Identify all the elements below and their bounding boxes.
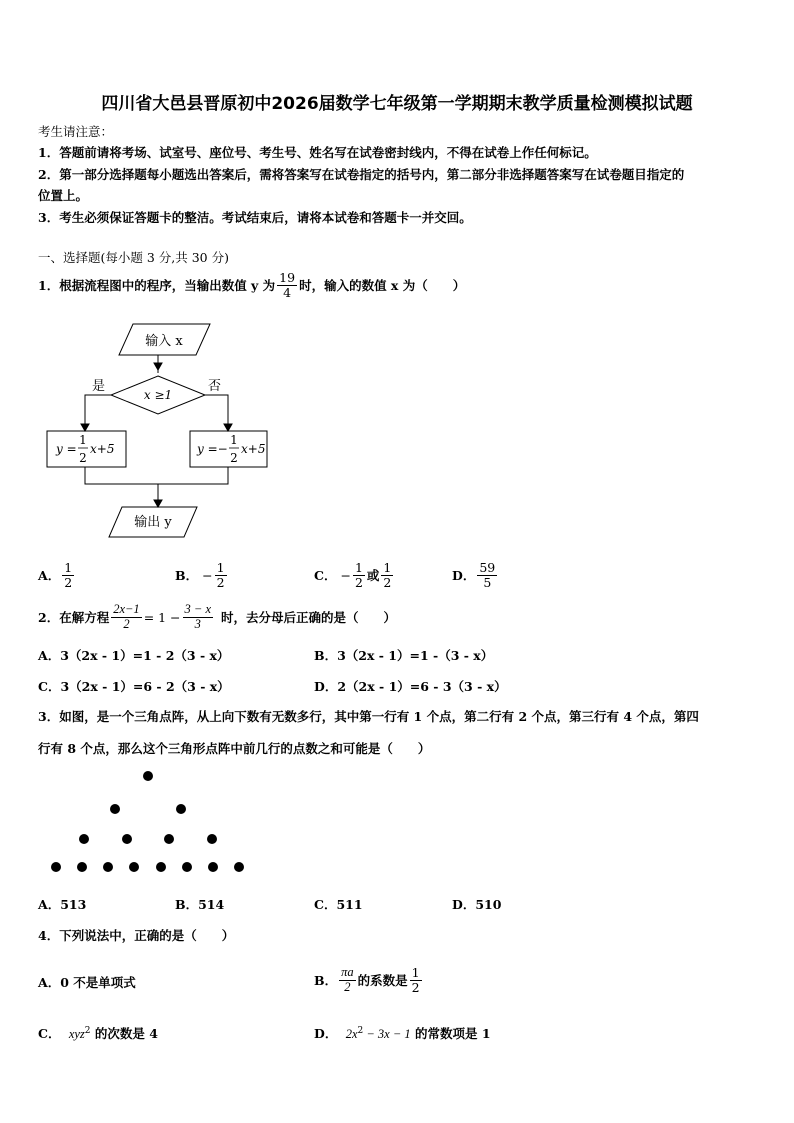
flow-left-post: x+5 <box>90 442 115 456</box>
notice-item-3: 3．考生必须保证答题卡的整洁。考试结束后，请将本试卷和答题卡一并交回。 <box>38 210 472 225</box>
fraction <box>215 561 227 588</box>
expr: 2x <box>345 1027 358 1041</box>
q2-option-b: B．3（2x - 1）=1 -（3 - x） <box>314 648 494 663</box>
dot <box>110 804 120 814</box>
q4-option-d <box>314 1024 491 1042</box>
q1-option-b <box>175 556 229 594</box>
arrow-icon <box>154 363 162 370</box>
minus-sign: − <box>202 567 213 583</box>
section-heading: 一、选择题(每小题 3 分,共 30 分) <box>38 250 229 265</box>
frac-den: 2 <box>383 574 392 590</box>
notice-item-2: 2．第一部分选择题每小题选出答案后，需将答案写在试卷指定的括号内，第二部分非选择题答案写在试卷题目指定的 <box>38 167 685 182</box>
frac-num: 1 <box>383 560 392 576</box>
q1-frac-num: 19 <box>279 270 296 286</box>
flow-left-num: 1 <box>79 433 87 447</box>
q1-option-a <box>38 556 76 594</box>
frac-num: 1 <box>216 560 225 576</box>
flow-right-post: x+5 <box>241 442 266 456</box>
fraction <box>183 603 213 630</box>
or-text: 或 <box>366 568 380 583</box>
flow-yes-label: 是 <box>92 379 106 394</box>
option-label: D． <box>314 1026 338 1041</box>
q4-option-a: A．0 不是单项式 <box>38 975 136 990</box>
question-1-stem <box>38 266 465 304</box>
q4-option-b <box>314 961 424 999</box>
flow-left-pre: y = <box>56 442 77 456</box>
fraction <box>62 561 74 588</box>
arrow-icon <box>81 424 89 431</box>
fraction <box>353 561 365 588</box>
flow-input-label: 输入 x <box>145 334 183 349</box>
flow-condition-label: x ≥1 <box>143 388 173 402</box>
frac-num: 1 <box>411 965 420 981</box>
dot <box>122 834 132 844</box>
flow-right-num: 1 <box>230 433 238 447</box>
frac-num: 3 − x <box>184 602 212 617</box>
dot <box>77 862 87 872</box>
q3-option-c: C．511 <box>314 897 363 912</box>
question-2-stem <box>38 598 396 636</box>
frac-num: 59 <box>479 560 496 576</box>
option-label: C． <box>38 1026 61 1041</box>
frac-den: 2 <box>123 616 130 631</box>
q4-option-c <box>38 1024 158 1042</box>
notice-item-1: 1．答题前请将考场、试室号、座位号、考生号、姓名写在试卷密封线内，不得在试卷上作任何标记。 <box>38 145 597 160</box>
question-4-stem: 4．下列说法中，正确的是（ ） <box>38 928 235 943</box>
q2-post: 时，去分母后正确的是（ ） <box>221 610 397 625</box>
flow-left-den: 2 <box>79 451 87 465</box>
expr: − 3x − 1 <box>363 1027 411 1041</box>
q3-option-d: D．510 <box>452 897 502 912</box>
dot <box>129 862 139 872</box>
q1-pre: 1．根据流程图中的程序，当输出数值 y 为 <box>38 278 276 293</box>
exponent: 2 <box>84 1025 91 1036</box>
q1-fraction <box>277 271 297 298</box>
frac-den: 2 <box>411 979 420 995</box>
frac-num: 1 <box>64 560 73 576</box>
dot <box>143 771 153 781</box>
frac-den: 2 <box>216 574 225 590</box>
flow-right-den: 2 <box>230 451 238 465</box>
dot <box>207 834 217 844</box>
q3-option-a: A．513 <box>38 897 87 912</box>
notice-item-2-cont: 位置上。 <box>38 188 89 203</box>
notice-heading: 考生请注意： <box>38 124 114 139</box>
q3-option-b: B．514 <box>175 897 225 912</box>
dot <box>79 834 89 844</box>
dot <box>103 862 113 872</box>
arrow-icon <box>224 424 232 431</box>
question-3-line-1: 3．如图，是一个三角点阵，从上向下数有无数多行，其中第一行有 1 个点，第二行有 2 个点，第三行有 4 个点，第四 <box>38 709 699 724</box>
dot <box>176 804 186 814</box>
question-3-line-2: 行有 8 个点，那么这个三角形点阵中前几行的点数之和可能是（ ） <box>38 741 431 756</box>
q2-equals: = 1 − <box>143 609 181 625</box>
degree-text: 的次数是 4 <box>94 1026 158 1041</box>
triangle-dot-lattice <box>40 762 260 877</box>
frac-den: 2 <box>354 574 363 590</box>
dot <box>156 862 166 872</box>
dot <box>234 862 244 872</box>
q1-option-c <box>314 556 395 594</box>
expr: xyz <box>68 1027 85 1041</box>
frac-num: 2x−1 <box>113 602 140 617</box>
fraction <box>477 561 497 588</box>
frac-num: πa <box>341 965 354 980</box>
option-label: C． <box>314 568 337 583</box>
fraction <box>339 966 356 993</box>
q1-option-d <box>452 556 499 594</box>
q2-option-a: A．3（2x - 1）=1 - 2（3 - x） <box>38 648 230 663</box>
q1-frac-den: 4 <box>283 284 292 300</box>
minus-sign: − <box>340 567 351 583</box>
q2-pre: 2．在解方程 <box>38 610 110 625</box>
exponent: 2 <box>357 1025 364 1036</box>
flowchart <box>40 318 280 543</box>
option-label: B． <box>175 568 199 583</box>
frac-den: 2 <box>64 574 73 590</box>
dot <box>208 862 218 872</box>
frac-num: 1 <box>354 560 363 576</box>
flow-right-pre: y =− <box>197 442 228 456</box>
frac-den: 5 <box>483 574 492 590</box>
fraction <box>111 603 141 630</box>
dot <box>182 862 192 872</box>
q1-post: 时，输入的数值 x 为（ ） <box>299 278 466 293</box>
flow-output-label: 输出 y <box>134 515 172 530</box>
flow-no-label: 否 <box>208 379 222 394</box>
coef-text: 的系数是 <box>357 973 408 988</box>
q2-option-c: C．3（2x - 1）=6 - 2（3 - x） <box>38 679 230 694</box>
option-label: D． <box>452 568 476 583</box>
fraction <box>381 561 393 588</box>
option-label: B． <box>314 973 338 988</box>
frac-den: 3 <box>194 616 201 631</box>
dot <box>51 862 61 872</box>
option-label: A． <box>38 568 61 583</box>
q2-option-d: D．2（2x - 1）=6 - 3（3 - x） <box>314 679 507 694</box>
constant-text: 的常数项是 1 <box>415 1026 491 1041</box>
arrow-icon <box>154 500 162 507</box>
fraction <box>410 966 422 993</box>
frac-den: 2 <box>344 979 351 994</box>
page-title: 四川省大邑县晋原初中2026届数学七年级第一学期期末教学质量检测模拟试题 <box>101 94 693 114</box>
dot <box>164 834 174 844</box>
